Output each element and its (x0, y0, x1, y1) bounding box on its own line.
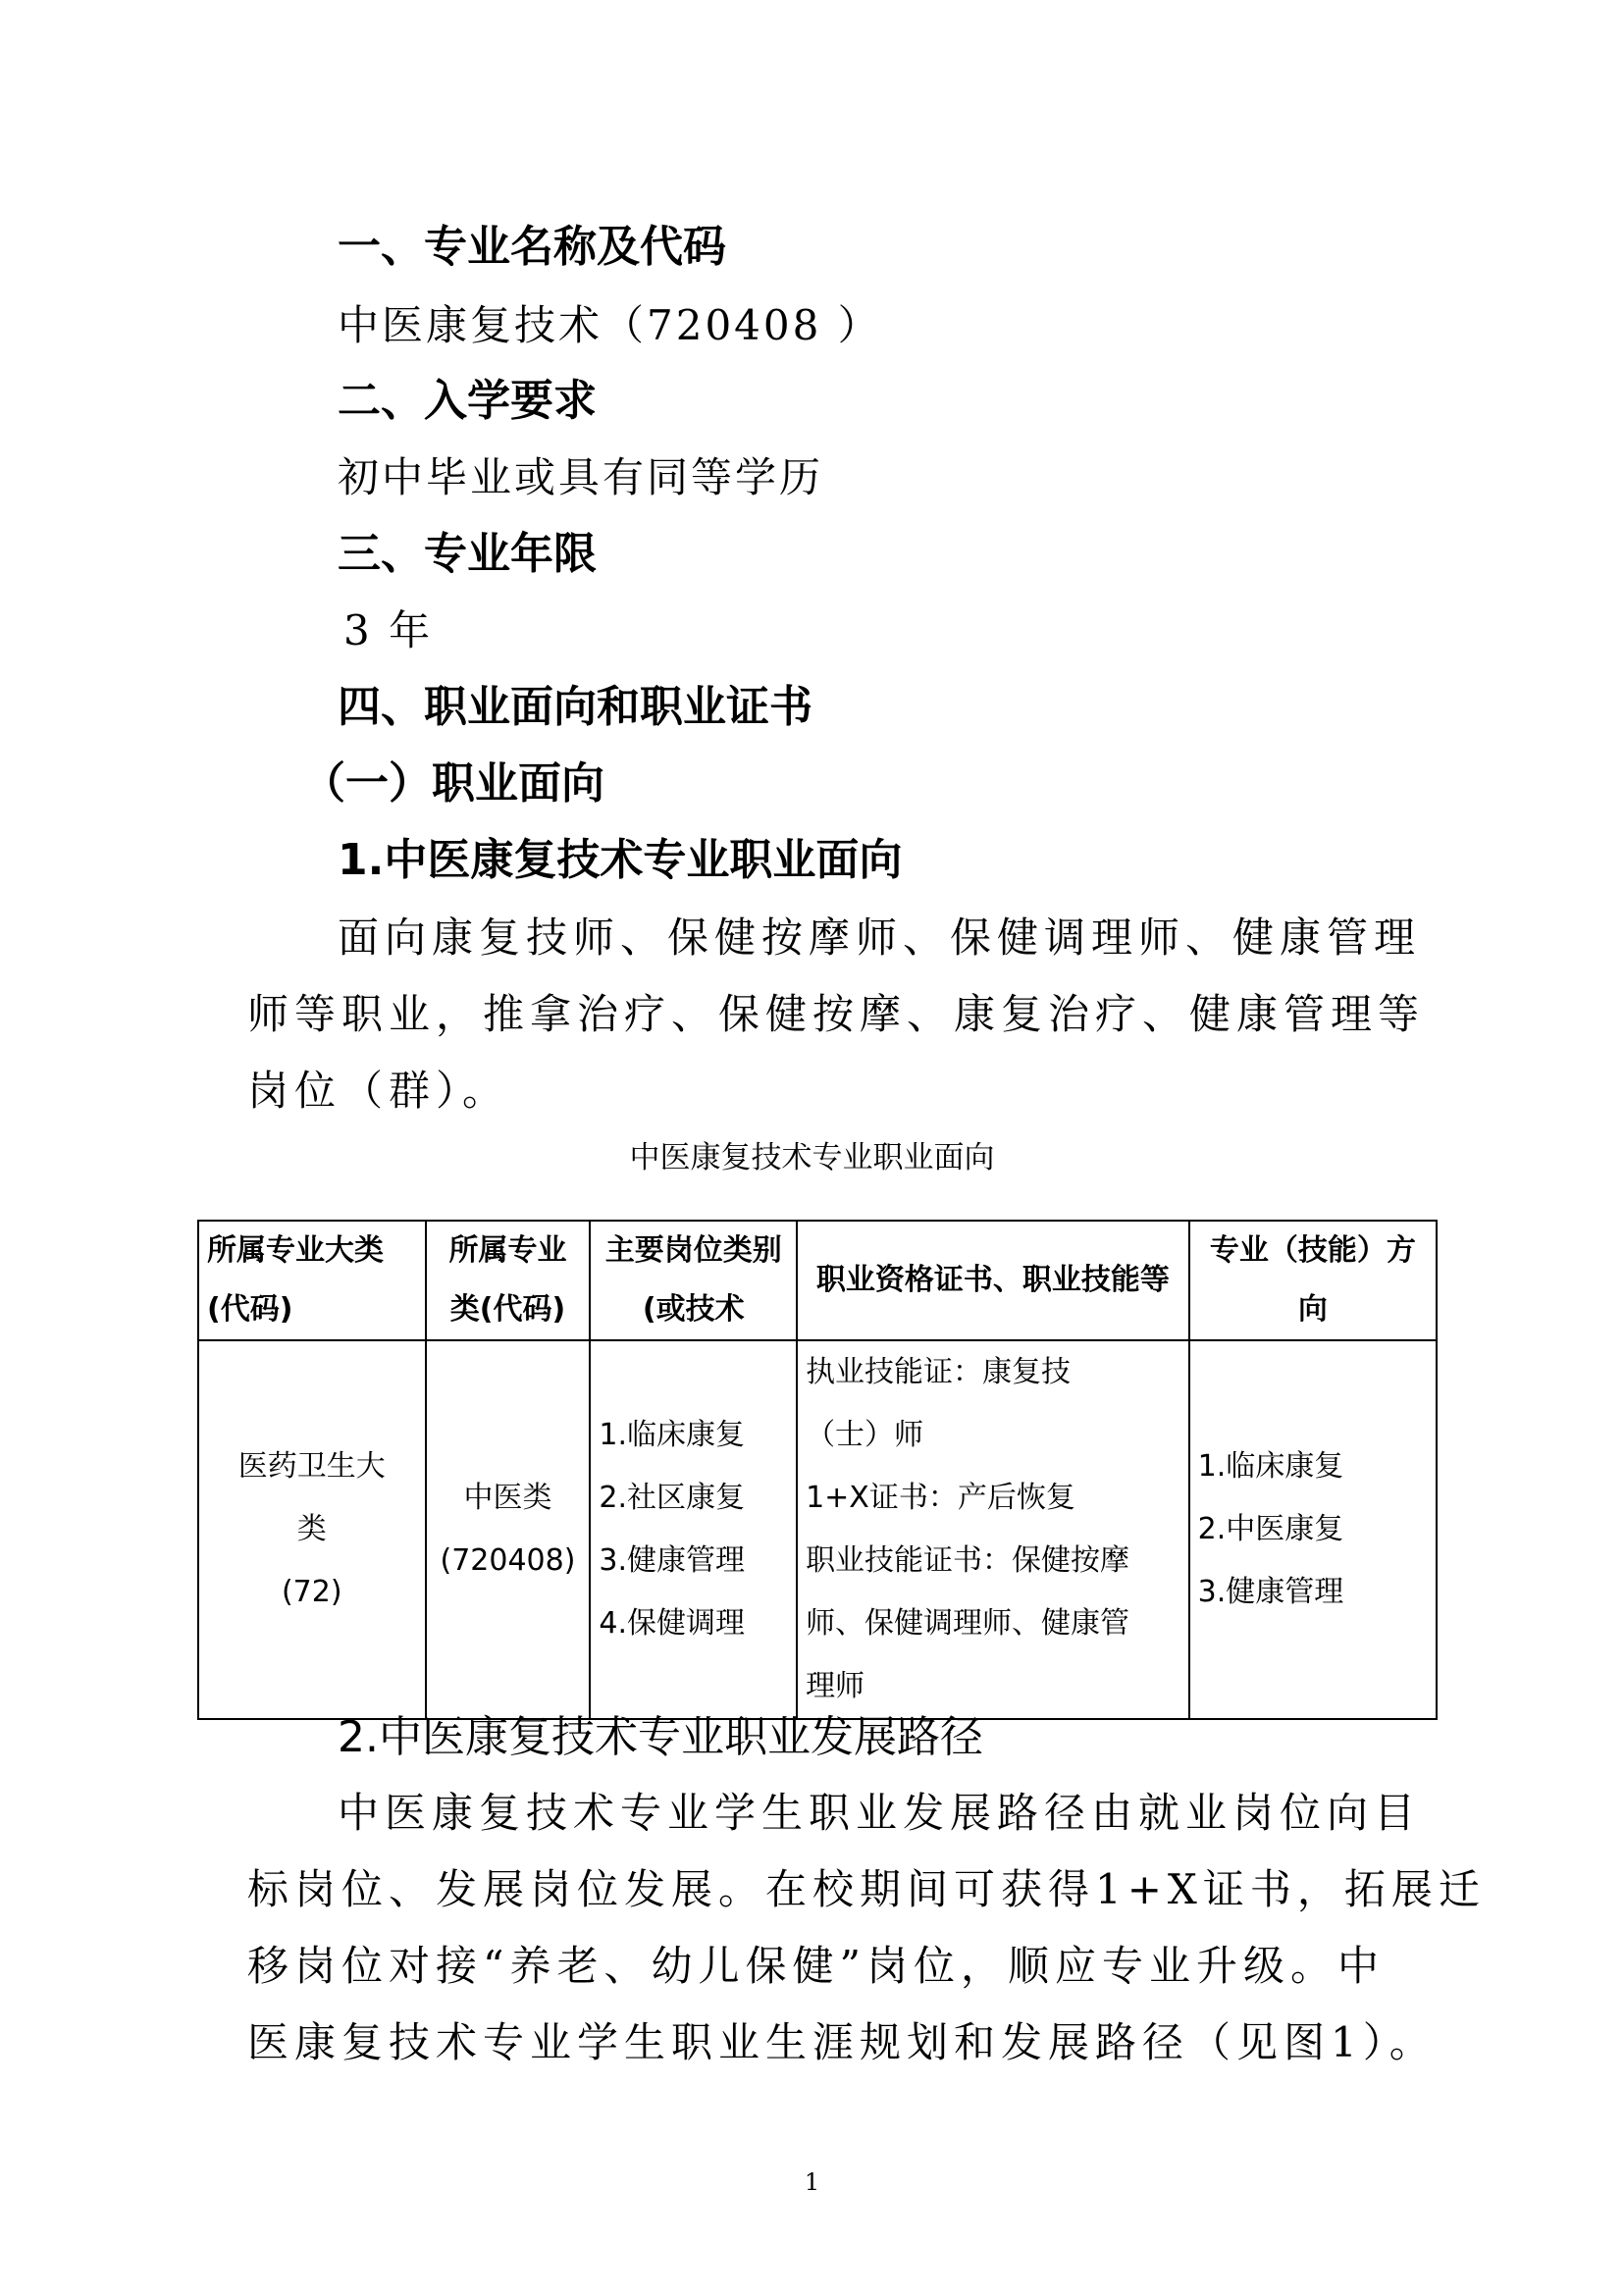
cell-certificates: 执业技能证：康复技 （士）师 1+X证书：产后恢复 职业技能证书：保健按摩 师、保健调理师、健康管 理师 (797, 1340, 1189, 1719)
paragraph-line: 面向康复技师、保健按摩师、保健调理师、健康管理 (338, 913, 1422, 962)
paragraph-line: 师等职业，推拿治疗、保健按摩、康复治疗、健康管理等 (247, 990, 1426, 1038)
career-orientation-table (197, 1220, 1438, 1720)
paragraph-line: 中医康复技术专业学生职业发展路径由就业岗位向目 (338, 1789, 1422, 1837)
paragraph-line: 移岗位对接“养老、幼儿保健”岗位，顺应专业升级。中 (247, 1942, 1385, 1990)
section-heading-2: 二、入学要求 (338, 376, 597, 426)
header-job-category: 主要岗位类别(或技术 (590, 1221, 797, 1340)
page-number: 1 (804, 2168, 820, 2196)
header-direction: 专业（技能）方向 (1189, 1221, 1437, 1340)
paragraph-line: 岗位（群）。 (247, 1067, 510, 1115)
header-major-category: 所属专业大类(代码) (198, 1221, 426, 1340)
cell-direction: 1.临床康复 2.中医康复 3.健康管理 (1189, 1340, 1437, 1719)
subsection-heading-career-1: 1.中医康复技术专业职业面向 (338, 835, 903, 885)
table-header-row (198, 1221, 1437, 1340)
subsection-heading-career: （一）职业面向 (302, 758, 604, 808)
table-caption: 中医康复技术专业职业面向 (629, 1140, 995, 1175)
section-heading-1: 一、专业名称及代码 (338, 222, 726, 272)
section-heading-3: 三、专业年限 (338, 529, 597, 579)
header-major-class: 所属专业类(代码) (426, 1221, 591, 1340)
section-heading-4: 四、职业面向和职业证书 (338, 682, 812, 732)
cell-job-category: 1.临床康复 2.社区康复 3.健康管理 4.保健调理 (590, 1340, 797, 1719)
cell-major-class: 中医类 (720408) (426, 1340, 591, 1719)
career-orientation-paragraph (247, 900, 1426, 1129)
career-path-paragraph (247, 1775, 1486, 2081)
table-row (198, 1340, 1437, 1719)
major-name-code: 中医康复技术（720408 ） (338, 301, 882, 349)
admission-requirement: 初中毕业或具有同等学历 (338, 453, 824, 501)
paragraph-line: 标岗位、发展岗位发展。在校期间可获得1+X证书，拓展迁 (247, 1865, 1486, 1913)
study-duration: 3 年 (343, 606, 434, 654)
header-certificates: 职业资格证书、职业技能等 (797, 1221, 1189, 1340)
subsection-heading-career-2: 2.中医康复技术专业职业发展路径 (338, 1712, 983, 1762)
paragraph-line: 医康复技术专业学生职业生涯规划和发展路径（见图1）。 (247, 2018, 1437, 2066)
cell-major-category: 医药卫生大 类 (72) (198, 1340, 426, 1719)
